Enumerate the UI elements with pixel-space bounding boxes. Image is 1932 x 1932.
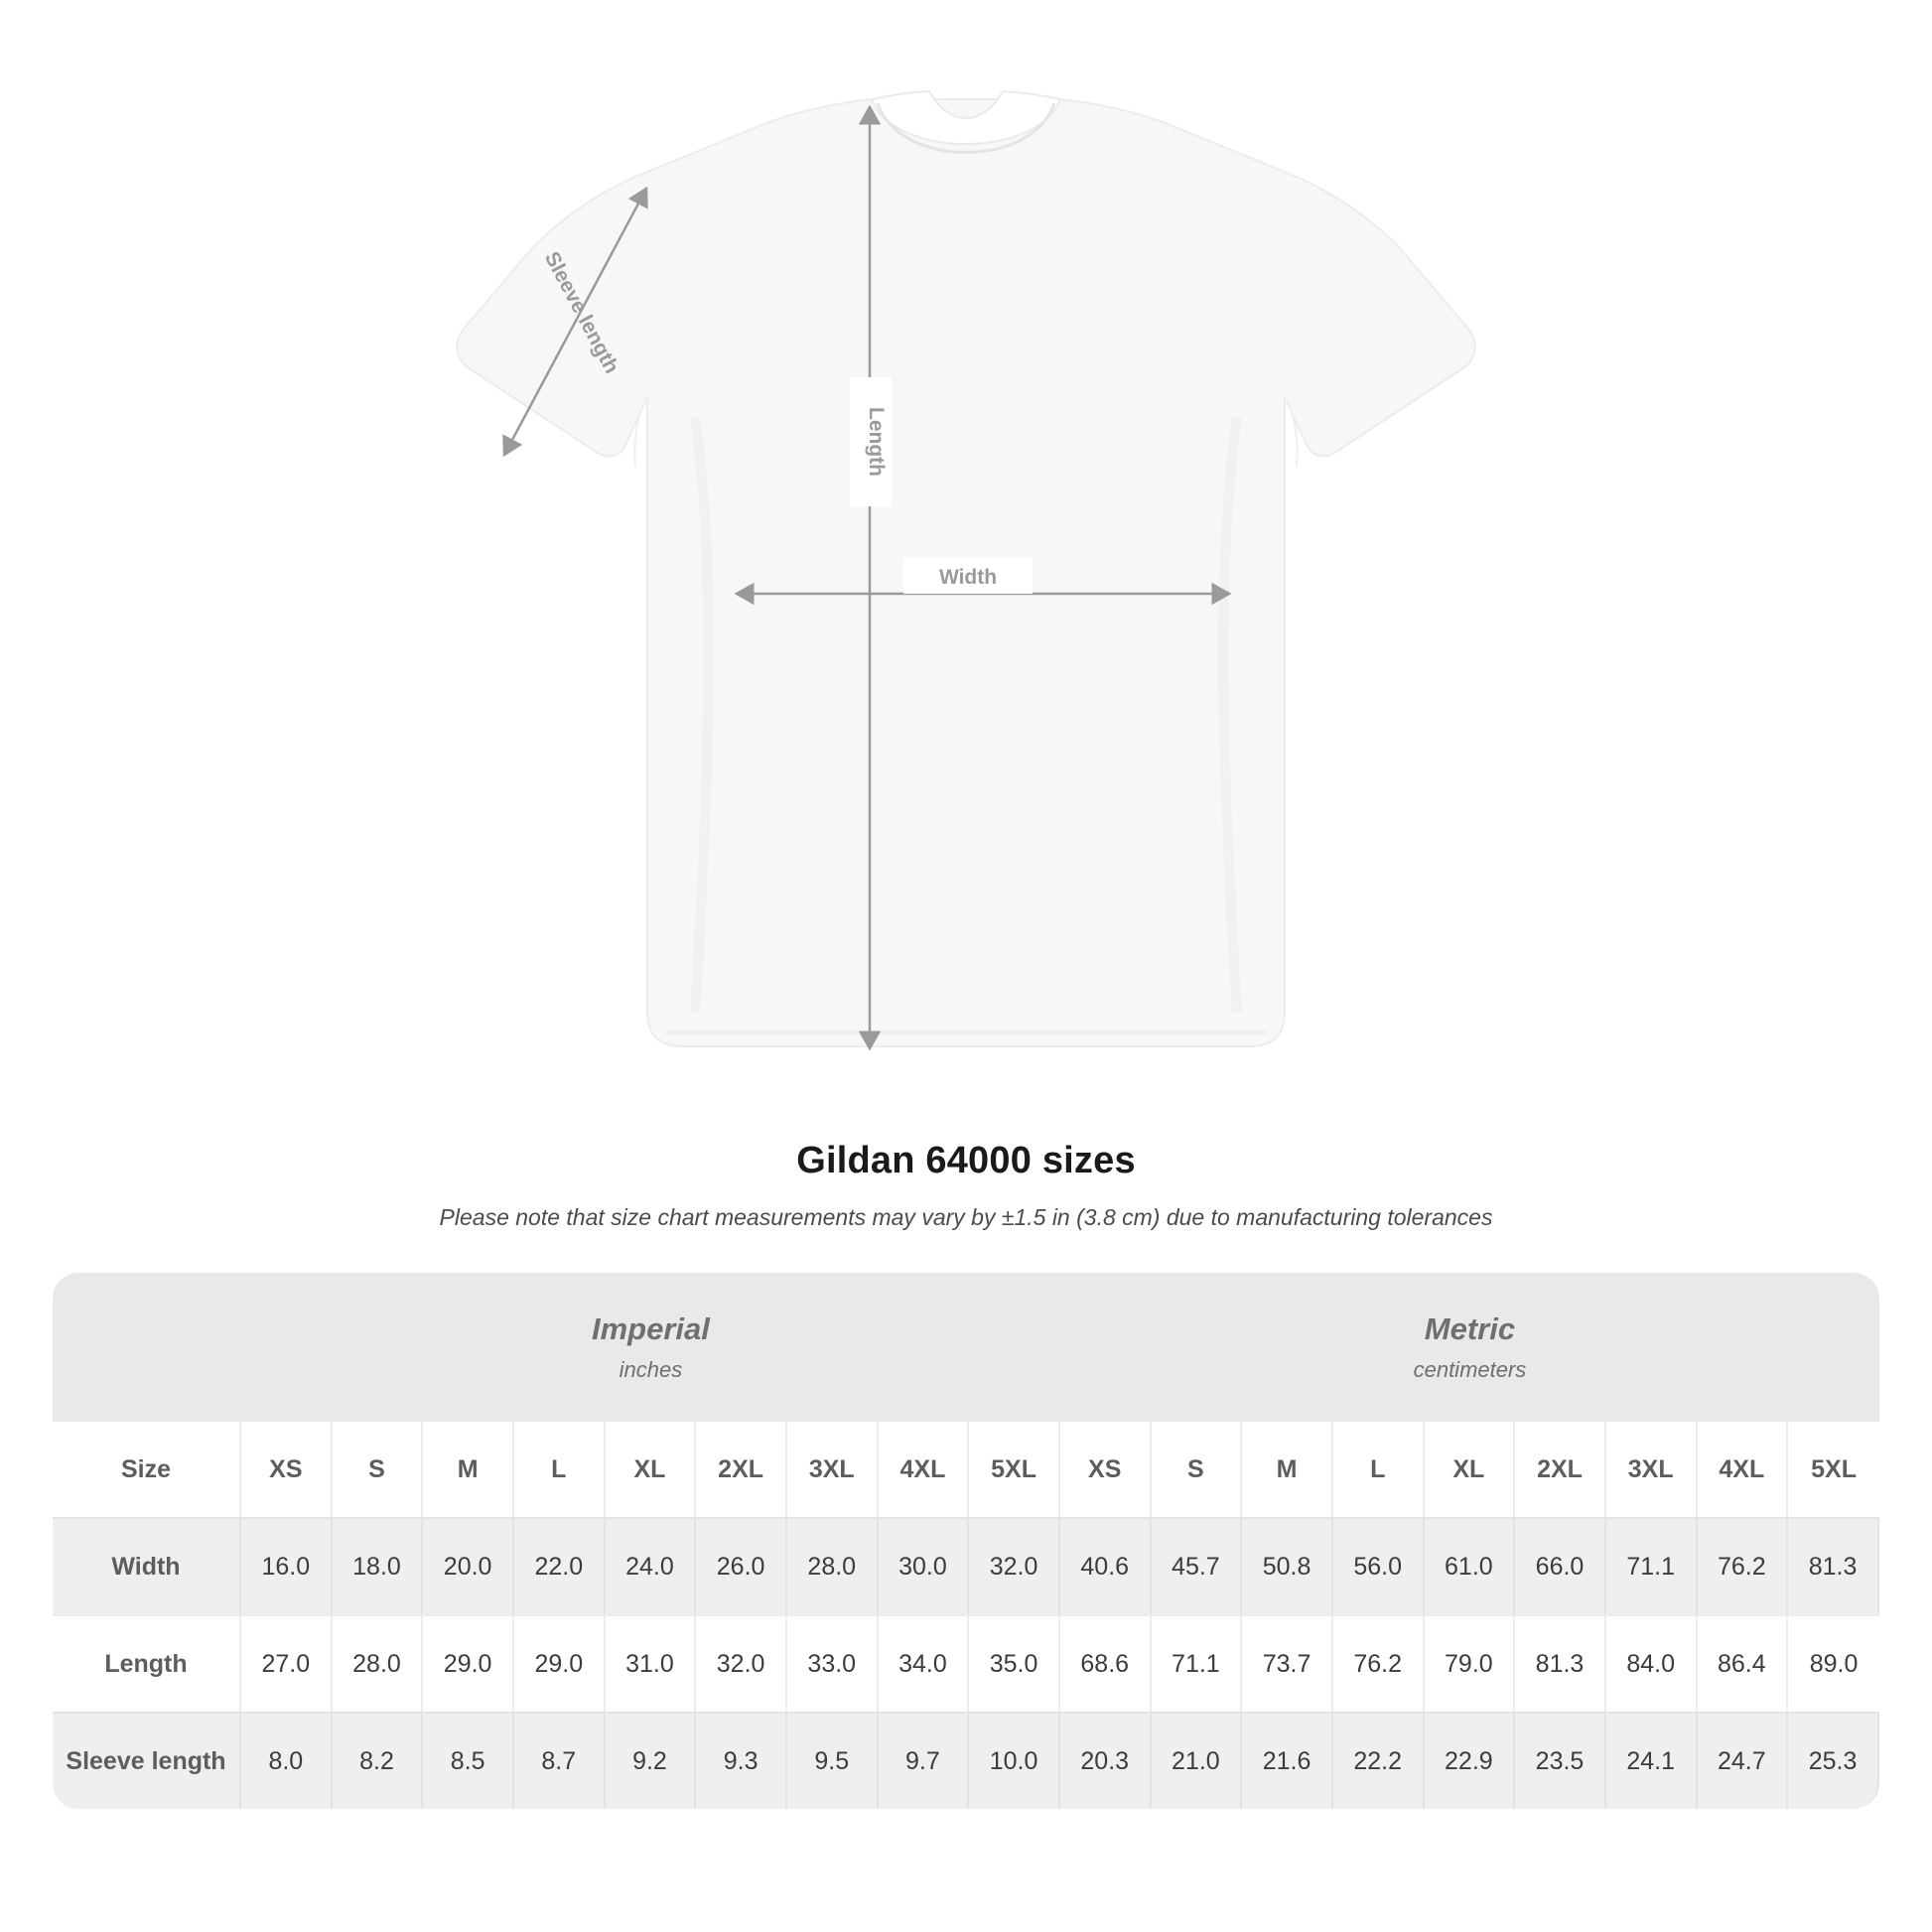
unit-metric-name: Metric — [1424, 1311, 1516, 1346]
cell-sleeve-xl-imperial: 9.2 — [606, 1712, 697, 1809]
cell-length-2xl-imperial: 32.0 — [696, 1614, 787, 1712]
table-row-sleeve-length — [53, 1712, 1879, 1809]
unit-group-imperial — [241, 1273, 1060, 1422]
cell-width-s-metric: 45.7 — [1152, 1517, 1243, 1614]
unit-metric-sub: centimeters — [1413, 1357, 1527, 1382]
row-label-width: Width — [53, 1517, 241, 1614]
table-row-length — [53, 1614, 1879, 1712]
cell-width-5xl-imperial: 32.0 — [969, 1517, 1060, 1614]
cell-sleeve-m-metric: 21.6 — [1242, 1712, 1333, 1809]
header-size-5xl-imperial: 5XL — [969, 1422, 1060, 1517]
cell-length-s-metric: 71.1 — [1152, 1614, 1243, 1712]
cell-length-xs-imperial: 27.0 — [241, 1614, 333, 1712]
size-header-row — [53, 1422, 1879, 1517]
cell-length-l-metric: 76.2 — [1333, 1614, 1425, 1712]
header-size-s-imperial: S — [333, 1422, 424, 1517]
header-size-4xl-metric: 4XL — [1698, 1422, 1789, 1517]
cell-sleeve-l-imperial: 8.7 — [514, 1712, 606, 1809]
cell-length-s-imperial: 28.0 — [333, 1614, 424, 1712]
header-size-3xl-imperial: 3XL — [787, 1422, 879, 1517]
cell-width-l-metric: 56.0 — [1333, 1517, 1425, 1614]
cell-sleeve-m-imperial: 8.5 — [423, 1712, 514, 1809]
cell-length-l-imperial: 29.0 — [514, 1614, 606, 1712]
table-row-width — [53, 1517, 1879, 1614]
cell-width-3xl-imperial: 28.0 — [787, 1517, 879, 1614]
cell-sleeve-4xl-metric: 24.7 — [1698, 1712, 1789, 1809]
cell-width-4xl-imperial: 30.0 — [879, 1517, 970, 1614]
header-size-label: Size — [53, 1422, 241, 1517]
size-table — [53, 1273, 1879, 1809]
unit-row-spacer — [53, 1273, 241, 1422]
cell-sleeve-2xl-imperial: 9.3 — [696, 1712, 787, 1809]
unit-imperial-name: Imperial — [592, 1311, 710, 1346]
unit-imperial-sub: inches — [619, 1357, 683, 1382]
cell-width-l-imperial: 22.0 — [514, 1517, 606, 1614]
cell-length-3xl-imperial: 33.0 — [787, 1614, 879, 1712]
size-table-wrapper — [53, 1273, 1879, 1809]
cell-length-2xl-metric: 81.3 — [1515, 1614, 1606, 1712]
cell-length-4xl-imperial: 34.0 — [879, 1614, 970, 1712]
header-size-s-metric: S — [1152, 1422, 1243, 1517]
cell-sleeve-4xl-imperial: 9.7 — [879, 1712, 970, 1809]
row-label-sleeve-length: Sleeve length — [53, 1712, 241, 1809]
sleeve-length-label: Sleeve length — [539, 247, 623, 378]
cell-width-xs-imperial: 16.0 — [241, 1517, 333, 1614]
header-size-xs-imperial: XS — [241, 1422, 333, 1517]
cell-sleeve-xs-metric: 20.3 — [1060, 1712, 1152, 1809]
cell-length-xl-imperial: 31.0 — [606, 1614, 697, 1712]
header-size-2xl-imperial: 2XL — [696, 1422, 787, 1517]
header-size-xl-metric: XL — [1425, 1422, 1516, 1517]
cell-width-2xl-imperial: 26.0 — [696, 1517, 787, 1614]
cell-sleeve-xs-imperial: 8.0 — [241, 1712, 333, 1809]
cell-sleeve-5xl-metric: 25.3 — [1788, 1712, 1879, 1809]
header-size-3xl-metric: 3XL — [1606, 1422, 1698, 1517]
cell-width-3xl-metric: 71.1 — [1606, 1517, 1698, 1614]
cell-sleeve-3xl-imperial: 9.5 — [787, 1712, 879, 1809]
cell-length-5xl-metric: 89.0 — [1788, 1614, 1879, 1712]
cell-width-5xl-metric: 81.3 — [1788, 1517, 1879, 1614]
header-size-l-metric: L — [1333, 1422, 1425, 1517]
cell-length-3xl-metric: 84.0 — [1606, 1614, 1698, 1712]
cell-sleeve-s-metric: 21.0 — [1152, 1712, 1243, 1809]
cell-length-5xl-imperial: 35.0 — [969, 1614, 1060, 1712]
cell-sleeve-5xl-imperial: 10.0 — [969, 1712, 1060, 1809]
cell-width-2xl-metric: 66.0 — [1515, 1517, 1606, 1614]
tolerance-note: Please note that size chart measurements may vary by ±1.5 in (3.8 cm) due to manufacturing tolerances — [439, 1204, 1493, 1230]
header-size-m-imperial: M — [423, 1422, 514, 1517]
width-label: Width — [938, 566, 998, 589]
cell-sleeve-l-metric: 22.2 — [1333, 1712, 1425, 1809]
cell-width-4xl-metric: 76.2 — [1698, 1517, 1789, 1614]
cell-length-m-metric: 73.7 — [1242, 1614, 1333, 1712]
cell-width-xl-metric: 61.0 — [1425, 1517, 1516, 1614]
cell-sleeve-s-imperial: 8.2 — [333, 1712, 424, 1809]
length-label: Length — [865, 407, 888, 477]
header-size-l-imperial: L — [514, 1422, 606, 1517]
cell-width-xs-metric: 40.6 — [1060, 1517, 1152, 1614]
cell-sleeve-xl-metric: 22.9 — [1425, 1712, 1516, 1809]
cell-width-m-imperial: 20.0 — [423, 1517, 514, 1614]
header-size-4xl-imperial: 4XL — [879, 1422, 970, 1517]
cell-width-m-metric: 50.8 — [1242, 1517, 1333, 1614]
unit-group-metric — [1060, 1273, 1879, 1422]
unit-header-row — [53, 1273, 1879, 1422]
header-size-m-metric: M — [1242, 1422, 1333, 1517]
cell-width-s-imperial: 18.0 — [333, 1517, 424, 1614]
cell-length-xs-metric: 68.6 — [1060, 1614, 1152, 1712]
cell-length-xl-metric: 79.0 — [1425, 1614, 1516, 1712]
header-size-xs-metric: XS — [1060, 1422, 1152, 1517]
cell-width-xl-imperial: 24.0 — [606, 1517, 697, 1614]
row-label-length: Length — [53, 1614, 241, 1712]
cell-length-4xl-metric: 86.4 — [1698, 1614, 1789, 1712]
cell-sleeve-2xl-metric: 23.5 — [1515, 1712, 1606, 1809]
header-size-xl-imperial: XL — [606, 1422, 697, 1517]
cell-length-m-imperial: 29.0 — [423, 1614, 514, 1712]
header-size-2xl-metric: 2XL — [1515, 1422, 1606, 1517]
page-title: Gildan 64000 sizes — [796, 1140, 1136, 1181]
cell-sleeve-3xl-metric: 24.1 — [1606, 1712, 1698, 1809]
title-block — [0, 1140, 1932, 1231]
header-size-5xl-metric: 5XL — [1788, 1422, 1879, 1517]
